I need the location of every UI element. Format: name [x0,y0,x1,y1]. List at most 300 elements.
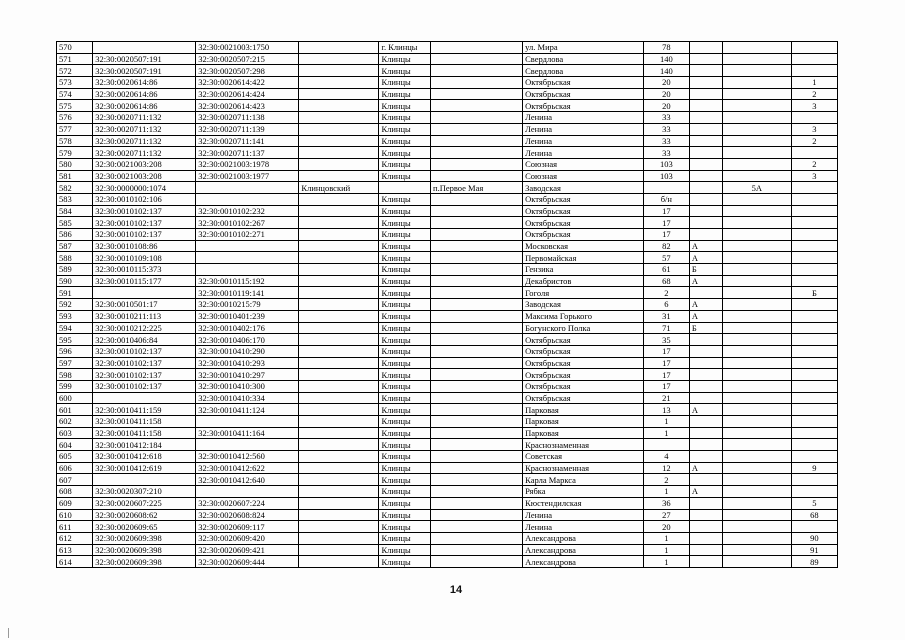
cell-house-number: 1 [643,556,689,568]
cell-city: Клинцы [379,544,431,556]
cell-street: Декабристов [523,275,644,287]
cell-street: Парковая [523,427,644,439]
cell-land-cadastral-number: 32:30:0020614:86 [93,77,196,89]
table-row [57,170,838,182]
cell-land-cadastral-number: 32:30:0020711:132 [93,147,196,159]
cell-row-number: 571 [57,53,93,65]
table-row [57,135,838,147]
cell-building-cadastral-number: 32:30:0020711:141 [196,135,299,147]
cell-apartment-number: 9 [791,462,837,474]
table-row [57,229,838,241]
cell-row-number: 610 [57,509,93,521]
cell-house-letter: А [689,404,722,416]
cell-house-number: 4 [643,451,689,463]
cell-street: Московская [523,240,644,252]
cell-street: Союзная [523,170,644,182]
cell-land-cadastral-number: 32:30:0010102:137 [93,205,196,217]
table-row [57,112,838,124]
cell-building-number [722,88,791,100]
table-row [57,217,838,229]
cell-settlement [431,65,523,77]
cell-city: Клинцы [379,369,431,381]
cell-city: Клинцы [379,170,431,182]
cell-building-cadastral-number: 32:30:0020607:224 [196,497,299,509]
cell-row-number: 594 [57,322,93,334]
cell-row-number: 577 [57,123,93,135]
cell-row-number: 579 [57,147,93,159]
cell-settlement [431,357,523,369]
cell-row-number: 601 [57,404,93,416]
cell-street: Октябрьская [523,193,644,205]
cell-apartment-number [791,404,837,416]
cell-building-number [722,53,791,65]
cell-street: Гензика [523,264,644,276]
cell-city: Клинцы [379,275,431,287]
cell-apartment-number [791,193,837,205]
cell-district [299,299,379,311]
cell-street: Октябрьская [523,334,644,346]
cell-district [299,497,379,509]
table-row [57,275,838,287]
cell-building-number [722,380,791,392]
cell-apartment-number: 2 [791,158,837,170]
cell-house-letter [689,427,722,439]
margin-mark [8,628,9,638]
cell-apartment-number: Б [791,287,837,299]
cell-house-letter: А [689,252,722,264]
cell-building-number [722,509,791,521]
cell-settlement [431,158,523,170]
cell-street: Максима Горького [523,310,644,322]
cell-street: Октябрьская [523,88,644,100]
cell-house-number: 1 [643,427,689,439]
cell-building-cadastral-number [196,182,299,194]
cell-district [299,404,379,416]
cell-street: Богунского Полка [523,322,644,334]
cell-settlement [431,123,523,135]
cell-apartment-number [791,299,837,311]
cell-row-number: 581 [57,170,93,182]
cell-land-cadastral-number: 32:30:0010211:113 [93,310,196,322]
cell-apartment-number [791,147,837,159]
cell-city: Клинцы [379,509,431,521]
cell-district [299,170,379,182]
cell-apartment-number [791,252,837,264]
cell-street: Заводская [523,182,644,194]
table-row [57,345,838,357]
cell-apartment-number [791,112,837,124]
cell-land-cadastral-number: 32:30:0010406:84 [93,334,196,346]
cell-street: Октябрьская [523,229,644,241]
cell-row-number: 613 [57,544,93,556]
cell-house-letter [689,532,722,544]
cell-house-letter: А [689,310,722,322]
cell-apartment-number [791,474,837,486]
cell-building-cadastral-number [196,240,299,252]
cell-city: Клинцы [379,497,431,509]
cell-land-cadastral-number: 32:30:0010108:86 [93,240,196,252]
cell-building-number [722,240,791,252]
cell-apartment-number [791,416,837,428]
cell-apartment-number [791,334,837,346]
cell-land-cadastral-number: 32:30:0020609:398 [93,544,196,556]
cell-apartment-number [791,240,837,252]
cell-house-number: 17 [643,229,689,241]
cell-building-cadastral-number: 32:30:0020614:424 [196,88,299,100]
cell-building-number [722,287,791,299]
cell-settlement [431,240,523,252]
cell-apartment-number [791,275,837,287]
cell-row-number: 589 [57,264,93,276]
cell-land-cadastral-number: 32:30:0010411:159 [93,404,196,416]
cell-district [299,509,379,521]
table-row [57,357,838,369]
cell-city: Клинцы [379,287,431,299]
cell-building-number [722,462,791,474]
cell-house-letter [689,521,722,533]
cell-street: Октябрьская [523,369,644,381]
cell-street: Октябрьская [523,357,644,369]
cell-row-number: 582 [57,182,93,194]
cell-district [299,287,379,299]
cell-building-number [722,334,791,346]
table-row [57,392,838,404]
cell-house-number: 12 [643,462,689,474]
cell-building-number [722,77,791,89]
cell-building-number [722,310,791,322]
cell-house-number: 17 [643,369,689,381]
table-row [57,264,838,276]
cell-street: Парковая [523,416,644,428]
table-row [57,193,838,205]
table-row [57,497,838,509]
cell-apartment-number: 3 [791,123,837,135]
cell-building-cadastral-number [196,252,299,264]
cell-settlement [431,217,523,229]
cell-street: Ленина [523,123,644,135]
cell-building-number [722,135,791,147]
cell-district [299,310,379,322]
cell-street: ул. Мира [523,42,644,54]
cell-land-cadastral-number: 32:30:0010102:137 [93,345,196,357]
cell-building-number [722,193,791,205]
cell-land-cadastral-number: 32:30:0010102:106 [93,193,196,205]
cell-building-number [722,264,791,276]
cell-building-number [722,451,791,463]
cell-settlement [431,462,523,474]
cell-city: Клинцы [379,521,431,533]
cell-street: Союзная [523,158,644,170]
cell-house-letter [689,217,722,229]
cell-district [299,123,379,135]
cell-district [299,334,379,346]
cell-building-cadastral-number: 32:30:0010411:124 [196,404,299,416]
cell-city: Клинцы [379,556,431,568]
cell-row-number: 580 [57,158,93,170]
cell-building-cadastral-number: 32:30:0010412:622 [196,462,299,474]
cell-house-letter [689,112,722,124]
cell-building-cadastral-number: 32:30:0010410:290 [196,345,299,357]
cell-building-cadastral-number: 32:30:0010410:300 [196,380,299,392]
cell-city: Клинцы [379,334,431,346]
cell-city: Клинцы [379,158,431,170]
cell-building-cadastral-number: 32:30:0010402:176 [196,322,299,334]
cell-building-number [722,357,791,369]
cell-building-cadastral-number: 32:30:0021003:1978 [196,158,299,170]
cell-house-letter [689,380,722,392]
cell-building-cadastral-number: 32:30:0020614:422 [196,77,299,89]
cell-apartment-number [791,322,837,334]
cell-house-number: 1 [643,486,689,498]
cell-house-letter [689,193,722,205]
cell-city: Клинцы [379,486,431,498]
cell-land-cadastral-number: 32:30:0010102:137 [93,357,196,369]
cell-house-number: 17 [643,345,689,357]
table-row [57,100,838,112]
cell-apartment-number [791,427,837,439]
cell-building-number [722,427,791,439]
cell-house-number: 20 [643,77,689,89]
table-row [57,77,838,89]
cell-settlement [431,42,523,54]
cell-house-letter [689,182,722,194]
cell-house-number: 2 [643,474,689,486]
cell-street: Александрова [523,556,644,568]
table-row [57,556,838,568]
cell-land-cadastral-number: 32:30:0020307:210 [93,486,196,498]
cell-district [299,42,379,54]
cell-row-number: 612 [57,532,93,544]
cell-building-number [722,170,791,182]
cell-building-number [722,404,791,416]
cell-settlement [431,205,523,217]
cell-house-letter [689,392,722,404]
cell-settlement [431,100,523,112]
cell-building-cadastral-number [196,193,299,205]
cell-building-number [722,322,791,334]
cell-district [299,345,379,357]
cell-settlement [431,135,523,147]
table-row [57,65,838,77]
table-row [57,53,838,65]
table-row [57,544,838,556]
table-row [57,416,838,428]
cell-settlement [431,170,523,182]
cell-city: Клинцы [379,532,431,544]
cell-settlement [431,287,523,299]
cell-apartment-number [791,486,837,498]
cell-apartment-number: 1 [791,77,837,89]
cell-district [299,158,379,170]
cell-land-cadastral-number: 32:30:0020507:191 [93,53,196,65]
table-row [57,182,838,194]
cell-land-cadastral-number: 32:30:0010115:177 [93,275,196,287]
cell-city: г. Клинцы [379,42,431,54]
cell-building-number [722,474,791,486]
cell-row-number: 605 [57,451,93,463]
cell-district [299,439,379,451]
cell-house-letter [689,65,722,77]
cell-house-number: 1 [643,544,689,556]
cell-building-number [722,100,791,112]
cell-house-number: 78 [643,42,689,54]
cell-house-letter [689,509,722,521]
cell-building-number [722,439,791,451]
cell-building-number [722,299,791,311]
cell-row-number: 614 [57,556,93,568]
cell-house-number: 17 [643,217,689,229]
cell-street: Свердлова [523,65,644,77]
cell-house-letter [689,369,722,381]
table-row [57,88,838,100]
cell-city: Клинцы [379,100,431,112]
cell-street: Краснознаменная [523,439,644,451]
table-row [57,427,838,439]
cell-building-cadastral-number: 32:30:0010215:79 [196,299,299,311]
cell-house-number: 6 [643,299,689,311]
cell-street: Октябрьская [523,100,644,112]
cell-street: Ленина [523,147,644,159]
cell-city: Клинцы [379,380,431,392]
cell-house-number: 33 [643,135,689,147]
cell-building-cadastral-number [196,439,299,451]
cell-house-number: 20 [643,100,689,112]
cell-row-number: 588 [57,252,93,264]
cell-district [299,264,379,276]
cell-land-cadastral-number: 32:30:0020609:65 [93,521,196,533]
cell-row-number: 587 [57,240,93,252]
cell-building-number [722,252,791,264]
cell-building-cadastral-number: 32:30:0020609:420 [196,532,299,544]
cell-settlement [431,556,523,568]
cell-district [299,112,379,124]
cell-building-cadastral-number: 32:30:0010410:293 [196,357,299,369]
cell-house-number: 33 [643,123,689,135]
cell-building-cadastral-number: 32:30:0020507:215 [196,53,299,65]
page-number: 14 [449,584,463,596]
cell-building-number [722,497,791,509]
cell-district [299,65,379,77]
cell-house-number: 82 [643,240,689,252]
cell-house-number: 33 [643,147,689,159]
cell-district [299,380,379,392]
cell-row-number: 597 [57,357,93,369]
cell-city: Клинцы [379,193,431,205]
table-row [57,334,838,346]
cell-city: Клинцы [379,77,431,89]
cell-settlement [431,53,523,65]
cell-building-number [722,392,791,404]
cell-row-number: 575 [57,100,93,112]
cell-city: Клинцы [379,65,431,77]
cell-apartment-number [791,264,837,276]
cell-row-number: 593 [57,310,93,322]
cell-street: Гоголя [523,287,644,299]
cell-settlement [431,416,523,428]
cell-land-cadastral-number: 32:30:0010412:618 [93,451,196,463]
cell-district [299,357,379,369]
cell-street: Октябрьская [523,392,644,404]
cell-house-letter [689,100,722,112]
cell-building-number [722,521,791,533]
cell-house-number: 140 [643,65,689,77]
table-row [57,532,838,544]
cell-settlement [431,439,523,451]
cell-street: Ленина [523,509,644,521]
cell-apartment-number [791,229,837,241]
cell-house-letter [689,205,722,217]
cell-house-number: 36 [643,497,689,509]
cell-house-letter [689,345,722,357]
cell-building-cadastral-number: 32:30:0010410:334 [196,392,299,404]
cell-city: Клинцы [379,135,431,147]
table-row [57,509,838,521]
cell-row-number: 604 [57,439,93,451]
cell-land-cadastral-number [93,474,196,486]
cell-row-number: 591 [57,287,93,299]
cell-city: Клинцы [379,53,431,65]
cell-house-letter [689,147,722,159]
cell-settlement [431,451,523,463]
cell-land-cadastral-number: 32:30:0010115:373 [93,264,196,276]
cell-settlement [431,77,523,89]
cell-house-letter [689,439,722,451]
cell-settlement [431,497,523,509]
cell-settlement [431,264,523,276]
cell-apartment-number: 89 [791,556,837,568]
cell-land-cadastral-number: 32:30:0020608:62 [93,509,196,521]
cell-settlement [431,112,523,124]
cell-building-cadastral-number [196,264,299,276]
cell-land-cadastral-number [93,287,196,299]
cell-row-number: 572 [57,65,93,77]
table-row [57,42,838,54]
cell-land-cadastral-number: 32:30:0020607:225 [93,497,196,509]
cell-apartment-number: 3 [791,170,837,182]
table-row [57,521,838,533]
cell-settlement [431,392,523,404]
cell-house-number: 20 [643,521,689,533]
cell-district [299,77,379,89]
cell-building-number [722,416,791,428]
cell-house-letter [689,229,722,241]
cell-city: Клинцы [379,451,431,463]
cell-house-letter: Б [689,322,722,334]
cell-apartment-number [791,357,837,369]
cell-district [299,544,379,556]
cell-city: Клинцы [379,252,431,264]
cell-house-letter [689,42,722,54]
cell-land-cadastral-number: 32:30:0020614:86 [93,100,196,112]
cell-apartment-number [791,439,837,451]
cell-district [299,521,379,533]
cell-city: Клинцы [379,345,431,357]
table-row [57,299,838,311]
table-row [57,380,838,392]
table-row [57,462,838,474]
cell-building-cadastral-number: 32:30:0020614:423 [196,100,299,112]
cell-row-number: 585 [57,217,93,229]
cell-apartment-number: 2 [791,135,837,147]
cell-land-cadastral-number: 32:30:0020711:132 [93,112,196,124]
cell-house-letter [689,556,722,568]
cell-settlement [431,147,523,159]
cell-district [299,252,379,264]
cell-house-letter [689,357,722,369]
cell-building-cadastral-number: 32:30:0010401:239 [196,310,299,322]
cell-settlement [431,369,523,381]
cell-city: Клинцы [379,229,431,241]
